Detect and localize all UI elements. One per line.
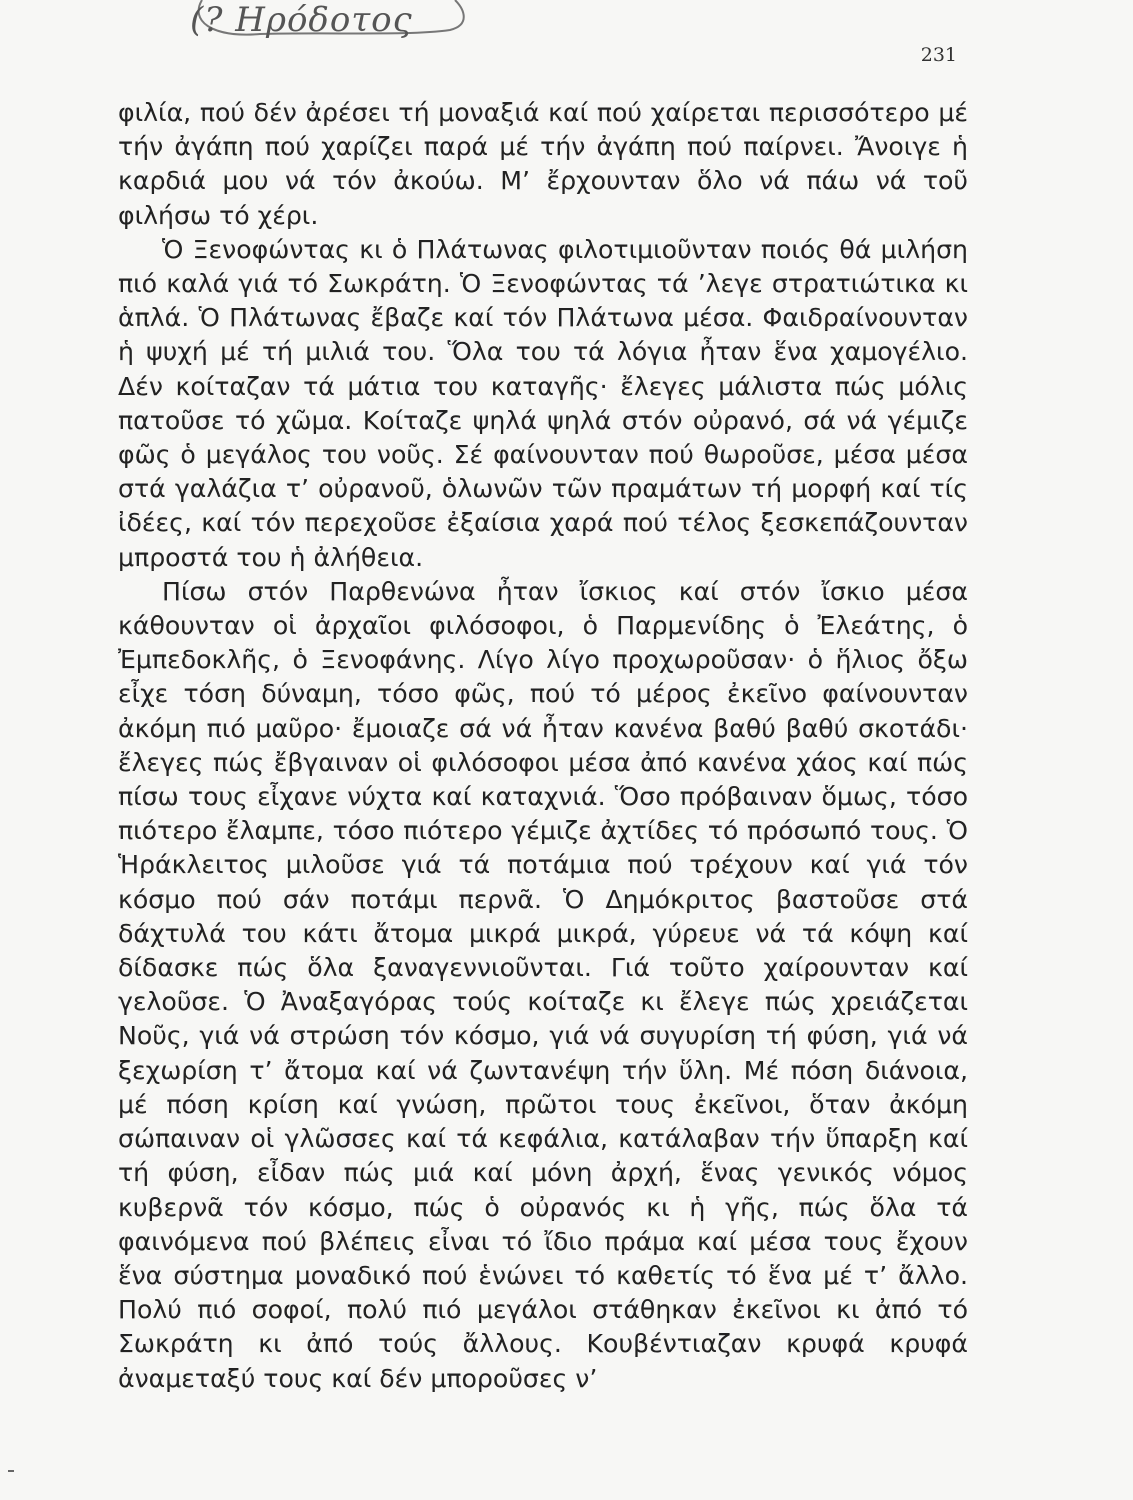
paragraph-1: φιλία, πού δέν ἀρέσει τή μοναξιά καί πού χαίρεται περισσότερο μέ τήν ἀγάπη πού χαρίζει παρά μέ τήν ἀγάπη πού παίρνει. Ἄνοιγε ἡ καρδιά μου νά τόν ἀκούω. Μ’ ἔρχουνταν ὅλο νά πάω νά τοῦ φιλήσω τό χέρι. (118, 98, 968, 230)
body-text (118, 96, 968, 1396)
handwritten-annotation: (? Ηρόδοτος (190, 0, 413, 40)
paragraph-2: Ὁ Ξενοφώντας κι ὁ Πλάτωνας φιλοτιμιοῦνταν ποιός θά μιλήση πιό καλά γιά τό Σωκράτη. Ὁ Ξενοφώντας τά ’λεγε στρατιώτικα κι ἁπλά. Ὁ Πλάτωνας ἔβαζε καί τόν Πλάτωνα μέσα. Φαιδραίνουνταν ἡ ψυχή μέ τή μιλιά του. Ὅλα του τά λόγια ἦταν ἕνα χαμογέλιο. Δέν κοίταζαν τά μάτια του καταγῆς· ἔλεγες μάλιστα πώς μόλις πατοῦσε τό χῶμα. Κοίταζε ψηλά ψηλά στόν οὐρανό, σά νά γέμιζε φῶς ὁ μεγάλος του νοῦς. Σέ φαίνουνταν πού θωροῦσε, μέσα μέσα στά γαλάζια τ’ οὐρανοῦ, ὁλωνῶν τῶν πραμάτων τή μορφή καί τίς ἰδέες, καί τόν περεχοῦσε ἐξαίσια χαρά πού τέλος ξεσκεπάζουνταν μπροστά του ἡ ἀλήθεια. (118, 234, 968, 572)
paragraph-3: Πίσω στόν Παρθενώνα ἦταν ἴσκιος καί στόν ἴσκιο μέσα κάθουνταν οἱ ἀρχαῖοι φιλόσοφοι, ὁ Παρμενίδης ὁ Ἐλεάτης, ὁ Ἐμπεδοκλῆς, ὁ Ξενοφάνης. Λίγο λίγο προχωροῦσαν· ὁ ἥλιος ὄξω εἶχε τόση δύναμη, τόσο φῶς, πού τό μέρος ἐκεῖνο φαίνουνταν ἀκόμη πιό μαῦρο· ἔμοιαζε σά νά ἦταν κανένα βαθύ βαθύ σκοτάδι· ἔλεγες πώς ἔβγαιναν οἱ φιλόσοφοι μέσα ἀπό κανένα χάος καί πώς πίσω τους εἶχανε νύχτα καί καταχνιά. Ὅσο πρόβαιναν ὅμως, τόσο πιότερο ἔλαμπε, τόσο πιότερο γέμιζε ἀχτίδες τό πρόσωπό τους. Ὁ Ἡράκλειτος μιλοῦσε γιά τά ποτάμια πού τρέχουν καί γιά τόν κόσμο πού σάν ποτάμι περνᾶ. Ὁ Δημόκριτος βαστοῦσε στά δάχτυλά του κάτι ἄτομα μικρά μικρά, γύρευε νά τά κόψη καί δίδασκε πώς ὅλα ξαναγεννιοῦνται. Γιά τοῦτο χαίρουνταν καί γελοῦσε. Ὁ Ἀναξαγόρας τούς κοίταζε κι ἔλεγε πώς χρειάζεται Νοῦς, γιά νά στρώση τόν κόσμο, γιά νά συγυρίση τή φύση, γιά νά ξεχωρίση τ’ ἄτομα καί νά ζωντανέψη τήν ὕλη. Μέ πόση διάνοια, μέ πόση κρίση καί γνώση, πρῶτοι τους ἐκεῖνοι, ὅταν ἀκόμη σώπαιναν οἱ γλῶσσες καί τά κεφάλια, κατάλαβαν τήν ὕπαρξη καί τή φύση, εἶδαν πώς μιά καί μόνη ἀρχή, ἕνας γενικός νόμος κυβερνᾶ τόν κόσμο, πώς ὁ οὐρανός κι ἡ γῆς, πώς ὅλα τά φαινόμενα πού βλέπεις εἶναι τό ἴδιο πράμα καί μέσα τους ἔχουν ἕνα σύστημα μοναδικό πού ἑνώνει τό καθετίς τό ἕνα μέ τ’ ἄλλο. Πολύ πιό σοφοί, πολύ πιό μεγάλοι στάθηκαν ἐκεῖνοι κι ἀπό τό Σωκράτη κι ἀπό τούς ἄλλους. Κουβέντιαζαν κρυφά κρυφά ἀναμεταξύ τους καί δέν μποροῦσες ν’ (118, 576, 968, 1393)
scan-edge-mark (8, 1470, 14, 1472)
page-number: 231 (920, 44, 957, 66)
